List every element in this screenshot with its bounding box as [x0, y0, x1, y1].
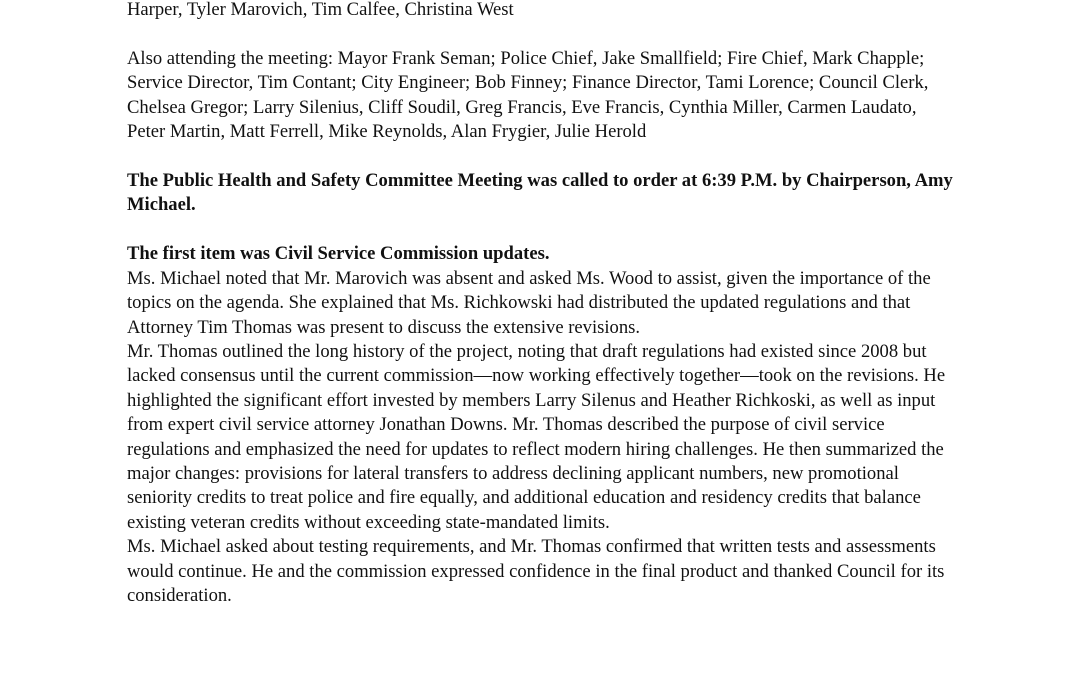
first-item-heading: The first item was Civil Service Commission updates. [127, 243, 550, 265]
spacer [127, 145, 957, 170]
attendees-tail: Harper, Tyler Marovich, Tim Calfee, Christina West [127, 0, 514, 20]
body-paragraph: Ms. Michael noted that Mr. Marovich was absent and asked Ms. Wood to assist, given the importance of the topics on the agenda. She explained that Ms. Richkowski had distributed the updated regulations and that Attorney Tim Thomas was present to discuss the extensive revisions. [127, 267, 931, 338]
minutes-body [127, 0, 957, 608]
body-paragraph: Mr. Thomas outlined the long history of the project, noting that draft regulations had existed since 2008 but lacked consensus until the current commission—now working effectively together—took on the revisions. He highlighted the significant effort invested by members Larry Silenus and Heather Richkoski, as well as input from expert civil service attorney Jonathan Downs. Mr. Thomas described the purpose of civil service regulations and emphasized the need for updates to reflect modern hiring challenges. He then summarized the major changes: provisions for lateral transfers to address declining applicant numbers, new promotional seniority credits to treat police and fire equally, and additional education and residency credits that balance existing veteran credits without exceeding state-mandated limits. [127, 340, 946, 533]
call-to-order-heading: The Public Health and Safety Committee Meeting was called to order at 6:39 P.M. by Chairperson, Amy Michael. [127, 170, 953, 216]
also-attending-paragraph: Also attending the meeting: Mayor Frank Seman; Police Chief, Jake Smallfield; Fire Chief, Mark Chapple; Service Director, Tim Contant; City Engineer; Bob Finney; Finance Director, Tami Lorence; Council Clerk, Chelsea Gregor; Larry Silenius, Cliff Soudil, Greg Francis, Eve Francis, Cynthia Miller, Carmen Laudato, Peter Martin, Matt Ferrell, Mike Reynolds, Alan Frygier, Julie Herold [127, 47, 929, 143]
spacer [127, 22, 957, 47]
spacer [127, 218, 957, 243]
body-paragraph: Ms. Michael asked about testing requirements, and Mr. Thomas confirmed that written tests and assessments would continue. He and the commission expressed confidence in the final product and thanked Council for its consideration. [127, 536, 945, 607]
